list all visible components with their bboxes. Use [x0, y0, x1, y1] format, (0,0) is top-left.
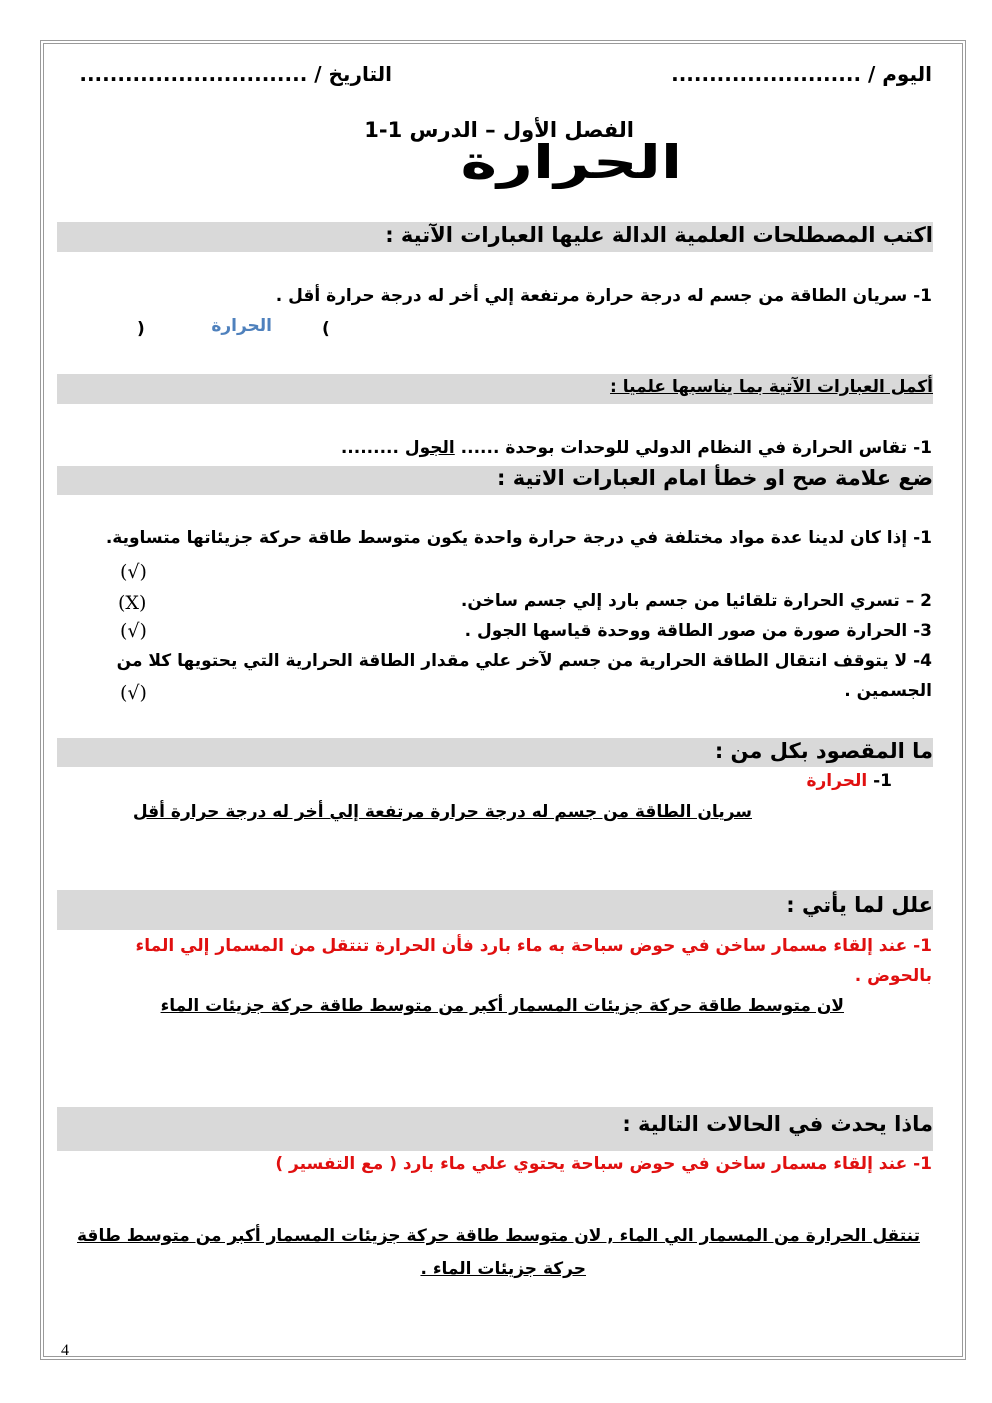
section-header-true-false [57, 466, 933, 495]
check-mark: (√) [120, 682, 147, 704]
date-field: التاريخ / .............................. [79, 62, 392, 86]
item-number: 1- [873, 771, 892, 791]
answer-paren-open: ( [322, 319, 330, 339]
section-title: علل لما يأتي : [786, 893, 933, 917]
section-title: ضع علامة صح او خطأ امام العبارات الاتية : [497, 466, 933, 490]
question-item [341, 438, 932, 458]
check-mark: (√) [120, 561, 147, 583]
section-title: أكمل العبارات الآتية بما يناسبها علميا : [610, 377, 933, 397]
answer-dots: ......... [340, 438, 399, 458]
explain-item-continued: بالحوض . [854, 966, 932, 986]
lesson-title: الفصل الأول – الدرس 1-1 [364, 118, 634, 142]
statement-item: 1- إذا كان لدينا عدة مواد مختلفة في درجة حرارة واحدة يكون متوسط طاقة حركة جزيئاتها متساوية. [105, 528, 932, 548]
section-header-terms [57, 222, 933, 252]
answer-text: الجول [404, 438, 455, 458]
statement-item: 3- الحرارة صورة من صور الطاقة ووحدة قياسها الجول . [464, 621, 932, 641]
section-header-definitions [57, 738, 933, 767]
scenario-answer-continued: حركة جزيئات الماء . [420, 1259, 586, 1279]
explain-item: 1- عند إلقاء مسمار ساخن في حوض سباحة به ماء بارد فأن الحرارة تنتقل من المسمار إلي الماء [135, 936, 932, 956]
definition-answer: سريان الطاقة من جسم له درجة حرارة مرتفعة إلي أخر له درجة حرارة أقل [132, 802, 752, 822]
cross-mark: (X) [118, 592, 147, 614]
day-field: اليوم / ......................... [671, 62, 932, 86]
section-header-what-happens [57, 1107, 933, 1151]
scenario-item: 1- عند إلقاء مسمار ساخن في حوض سباحة يحتوي علي ماء بارد ( مع التفسير ) [275, 1154, 932, 1174]
answer-paren-close: ) [137, 319, 145, 339]
section-title: ما المقصود بكل من : [714, 739, 933, 763]
term-text: الحرارة [806, 771, 868, 791]
statement-item: 4- لا يتوقف انتقال الطاقة الحرارية من جسم لآخر علي مقدار الطاقة الحرارية التي يحتويها كلا من [116, 651, 932, 671]
check-mark: (√) [120, 620, 147, 642]
scenario-answer: تنتقل الحرارة من المسمار الي الماء , لان متوسط طاقة حركة جزيئات المسمار أكبر من متوسط طاقة [77, 1226, 920, 1246]
section-header-explain [57, 890, 933, 930]
answer-text: الحرارة [211, 316, 272, 336]
section-header-complete [57, 374, 933, 404]
statement-item: 2 – تسري الحرارة تلقائيا من جسم بارد إلي جسم ساخن. [460, 591, 932, 611]
section-title: اكتب المصطلحات العلمية الدالة عليها العبارات الآتية : [385, 223, 933, 247]
topic-title: الحرارة [460, 135, 682, 189]
question-item: 1- سريان الطاقة من جسم له درجة حرارة مرتفعة إلي أخر له درجة حرارة أقل . [275, 286, 932, 306]
definition-item [806, 771, 892, 791]
question-text: 1- تقاس الحرارة في النظام الدولي للوحدات بوحدة ...... [460, 438, 932, 458]
section-title: ماذا يحدث في الحالات التالية : [622, 1112, 933, 1136]
page-number: 4 [61, 1342, 69, 1359]
explain-answer: لان متوسط طاقة حركة جزيئات المسمار أكبر من متوسط طاقة حركة جزيئات الماء [160, 996, 844, 1016]
statement-item-continued: الجسمين . [844, 681, 932, 701]
